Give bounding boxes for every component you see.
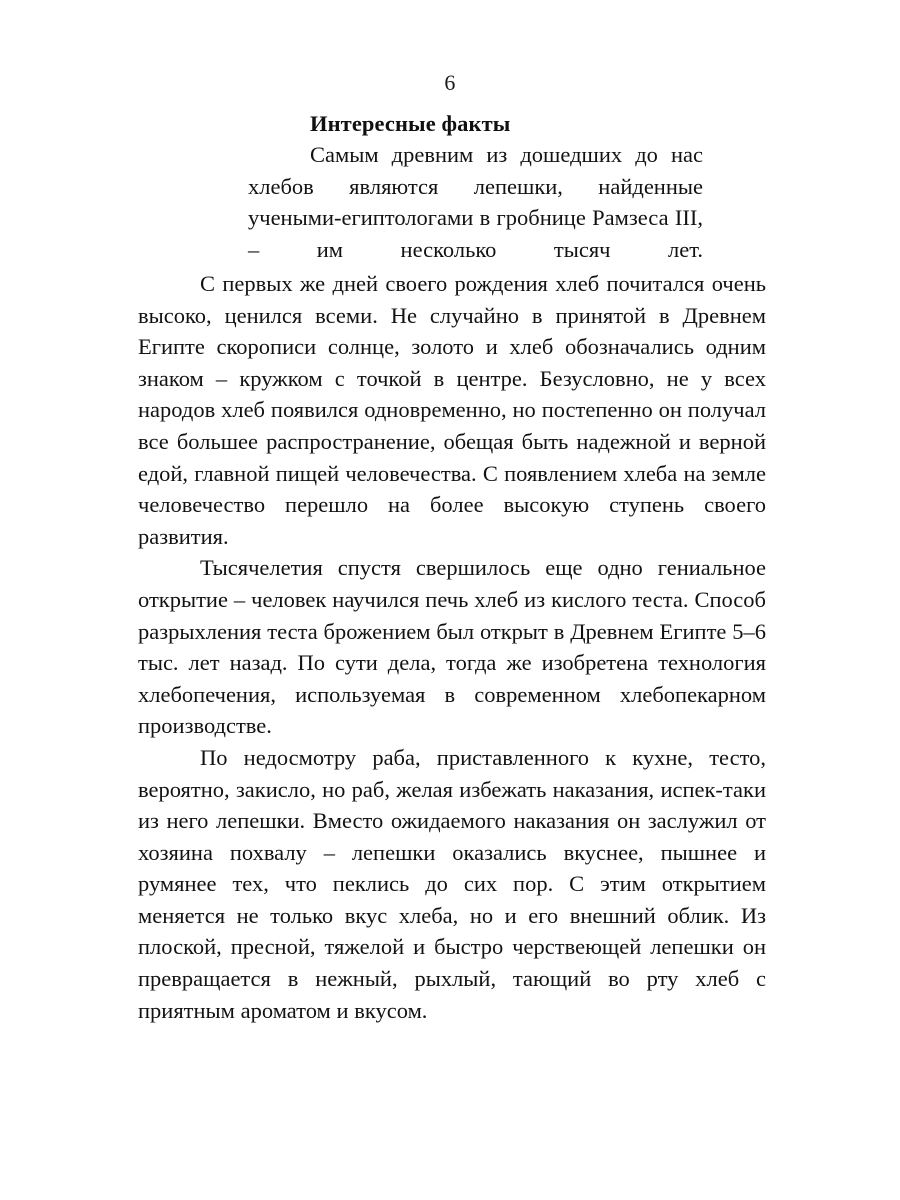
intro-paragraph: Самым древним из дошедших до нас хлебов являются лепешки, найденные учеными-египтологами в гробнице Рамзеса III, – им несколько тысяч лет.: [248, 142, 703, 262]
section-heading: Интересные факты: [310, 111, 511, 136]
body-paragraph: Тысячелетия спустя свершилось еще одно гениальное открытие – человек научился печь хлеб из кислого теста. Способ разрыхления теста брожением был открыт в Древнем Египте 5–6 тыс. лет назад. По сути дела, тогда же изобретена технология хлебопечения, используемая в современном хлебопекарном производстве.: [138, 555, 766, 739]
body-paragraph: С первых же дней своего рождения хлеб почитался очень высоко, ценился всеми. Не случайно в принятой в Древнем Египте скорописи солнце, золото и хлеб обозначались одним знаком – кружком с точкой в центре. Безусловно, не у всех народов хлеб появился одновременно, но постепенно он получал все большее распространение, обещая быть надежной и верной едой, главной пищей человечества. С появлением хлеба на земле человечество перешло на более высокую ступень своего развития.: [138, 271, 766, 549]
page-number: 6: [444, 70, 456, 95]
body-column: [138, 268, 766, 1026]
body-paragraph: По недосмотру раба, приставленного к кухне, тесто, вероятно, закисло, но раб, желая избежать наказания, испек-таки из него лепешки. Вместо ожидаемого наказания он заслужил от хозяина похвалу – лепешки оказались вкуснее, пышнее и румянее тех, что пеклись до сих пор. С этим открытием меняется не только вкус хлеба, но и его внешний облик. Из плоской, пресной, тяжелой и быстро черствеющей лепешки он превращается в нежный, рыхлый, тающий во рту хлеб с приятным ароматом и вкусом.: [138, 744, 766, 1023]
